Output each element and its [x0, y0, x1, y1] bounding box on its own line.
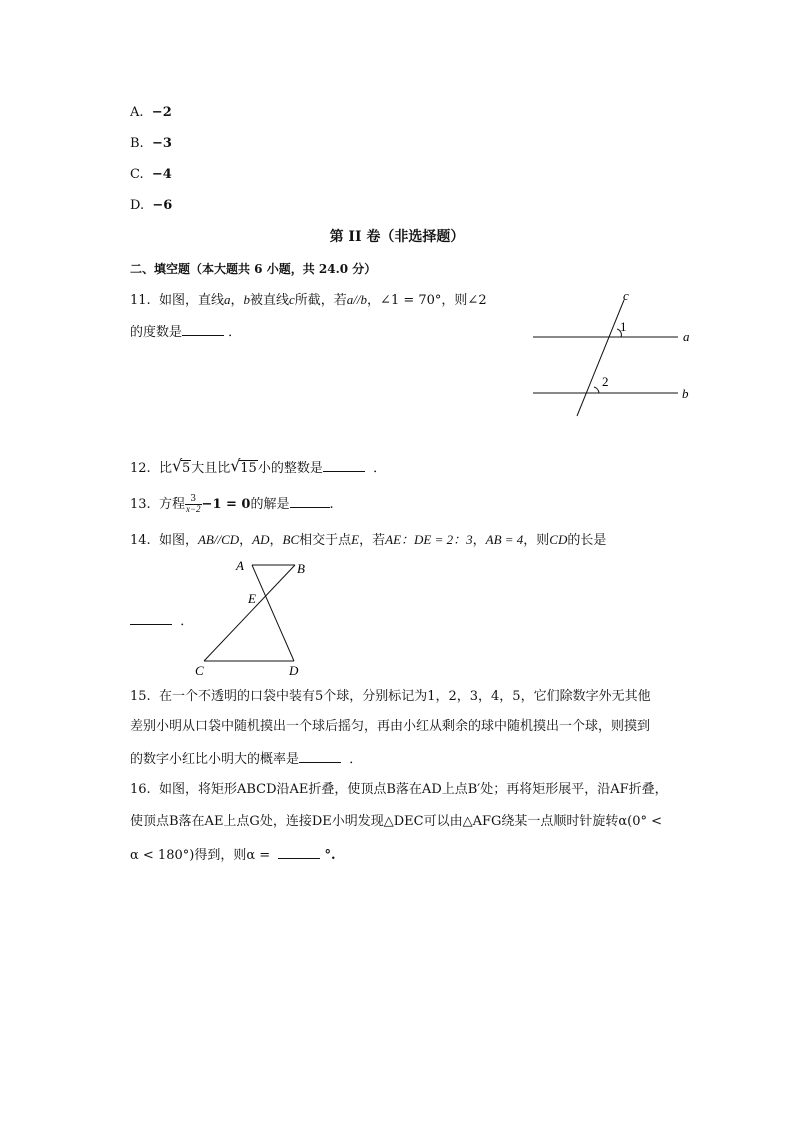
answer-blank: [290, 494, 330, 508]
label-E: E: [248, 591, 256, 606]
label-2: 2: [602, 374, 609, 389]
label-1: 1: [620, 319, 627, 334]
label-B: B: [297, 561, 305, 576]
choice-d: D. −6: [130, 198, 173, 213]
question-11-line2: 的度数是 ．: [130, 322, 241, 342]
label-a: a: [683, 329, 690, 344]
question-14-line2: ．: [130, 611, 193, 631]
question-13: 13. 方程 $\frac{3}{x-2}$ −1 = 0的解是 .: [130, 494, 334, 514]
label-A: A: [236, 558, 244, 573]
choice-c: C. −4: [130, 167, 172, 182]
label-c: c: [623, 288, 629, 303]
answer-blank: [299, 749, 341, 763]
segment-bc: [204, 565, 295, 661]
parallel-lines-figure: [525, 285, 705, 420]
question-16-line2: 使顶点B落在AE上点G处，连接DE小明发现△DEC可以由△AFG绕某一点顺时针旋转α(0° <: [130, 814, 663, 829]
section-heading: 二、填空题（本大题共 6 小题，共 24.0 分）: [130, 262, 377, 276]
sqrt-5: √ 5: [171, 456, 191, 476]
label-C: C: [195, 663, 204, 678]
label-D: D: [289, 663, 299, 678]
choice-b: B. −3: [130, 136, 172, 151]
choice-a: A. −2: [130, 105, 172, 120]
section-title: 第 II 卷（非选择题）: [329, 229, 465, 245]
question-15: 15. 在一个不透明的口袋中装有5个球，分别标记为1，2，3，4，5，它们除数字外无其他: [130, 689, 651, 704]
question-15-line2: 差别小明从口袋中随机摸出一个球后摇匀，再由小红从剩余的球中随机摸出一个球，则摸到: [130, 719, 651, 734]
answer-blank: [278, 845, 320, 859]
answer-blank: [323, 458, 365, 472]
answer-blank: [182, 322, 224, 336]
angle-2-arc: [594, 387, 599, 393]
intersecting-segments-figure: [190, 556, 310, 681]
question-12: 12. 比 √ 5大且比 √ 15小的整数是 ．: [130, 456, 387, 476]
fraction: $\frac{3}{x-2}$: [185, 494, 201, 514]
label-b: b: [682, 386, 689, 401]
answer-blank: [130, 611, 172, 625]
question-15-line3: 的数字小红比小明大的概率是 ．: [130, 749, 362, 769]
sqrt-15: √ 15: [230, 456, 257, 476]
line-c: [577, 300, 624, 416]
question-16-line3: α < 180°)得到，则α = °.: [130, 845, 336, 865]
question-14: 14. 如图，AB//CD，AD，BC相交于点E，若AE：DE = 2：3，AB = 4，则CD的长是: [130, 532, 607, 548]
question-16: 16. 如图，将矩形ABCD沿AE折叠，使顶点B落在AD上点B′处；再将矩形展平，沿AF折叠，: [130, 782, 668, 797]
question-11: 11. 如图，直线a，b被直线c所截，若a//b，∠1 = 70°，则∠2: [130, 292, 487, 308]
segment-ad: [252, 565, 294, 661]
